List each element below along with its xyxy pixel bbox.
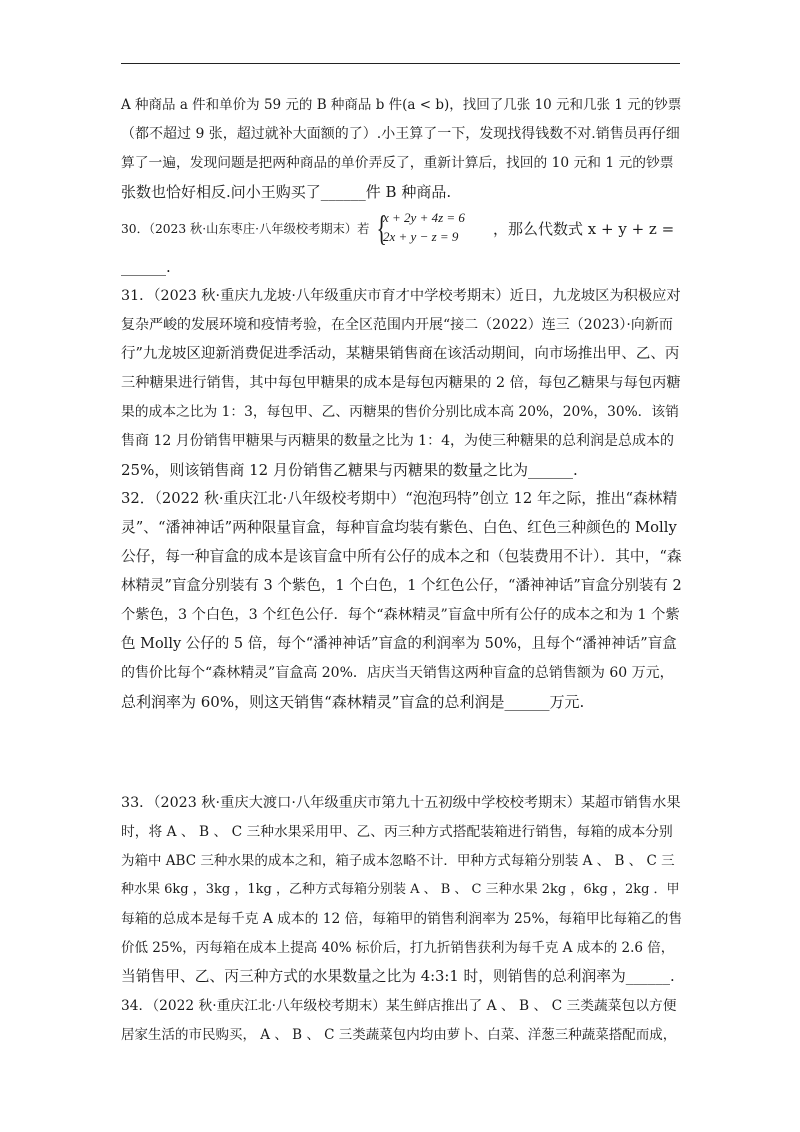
text-line: 时，将 A 、 B 、 C 三种水果采用甲、乙、丙三种方式搭配装箱进行销售，每箱的成本分别: [121, 824, 673, 840]
text-line: 总利润率为 60%，则这天销售“森林精灵”盲盒的总利润是______万元.: [121, 693, 585, 711]
equation-2: 2x + y − z = 9: [383, 229, 459, 244]
text-line: 算了一遍，发现问题是把两种商品的单价弄反了，重新计算后，找回的 10 元和 1 元的钞票: [121, 155, 674, 171]
text-line: 林精灵”盲盒分别装有 3 个紫色，1 个白色，1 个红色公仔，“潘神神话”盲盒分别装有 2: [121, 578, 682, 594]
text-line: 种水果 6kg ，3kg ，1kg ，乙种方式每箱分别装 A 、 B 、 C 三种水果 2kg ，6kg ，2kg ．甲: [121, 882, 680, 897]
text-line: 的售价比每个“森林精灵”盲盒高 20%．店庆当天销售这两种盲盒的总销售额为 60 万元，: [121, 665, 674, 681]
equation-1: x + 2y + 4z = 6: [383, 210, 465, 225]
answer-blank: ______.: [121, 258, 171, 276]
text-line: 31．（2023 秋·重庆九龙坡·八年级重庆市育才中学校考期末）近日，九龙坡区为积极应对: [121, 288, 681, 304]
text-line: 33．（2023 秋·重庆大渡口·八年级重庆市第九十五初级中学校校考期末）某超市销售水果: [121, 795, 681, 811]
text-line: 居家生活的市民购买， A 、 B 、 C 三类蔬菜包内均由萝卜、白菜、洋葱三种蔬菜搭配而成，: [121, 1027, 677, 1043]
text-line: 三种糖果进行销售，其中每包甲糖果的成本是每包丙糖果的 2 倍，每包乙糖果与每包丙糖: [121, 375, 681, 391]
text-line: 每箱的总成本是每千克 A 成本的 12 倍，每箱甲的销售利润率为 25%，每箱甲比每箱乙的售: [121, 911, 683, 927]
text-line: 价低 25%，丙每箱在成本上提高 40% 标价后，打九折销售获利为每千克 A 成本的 2.6 倍，: [121, 940, 675, 956]
text-line: 售商 12 月份销售甲糖果与丙糖果的数量之比为 1：4，为使三种糖果的总利润是总成本的: [121, 433, 674, 449]
text-line: 灵”、“潘神神话”两种限量盲盒，每种盲盒均装有紫色、白色、红色三种颜色的 Molly: [121, 519, 677, 536]
text-line: A 种商品 a 件和单价为 59 元的 B 种商品 b 件(a < b)，找回了几张 10 元和几张 1 元的钞票: [121, 97, 682, 113]
question-30-stem: 30．（2023 秋·山东枣庄·八年级校考期末）若: [121, 222, 370, 236]
equation-brace: {: [376, 208, 387, 248]
text-line: 张数也恰好相反.问小王购买了______件 B 种商品.: [121, 183, 452, 201]
text-line: 色 Molly 公仔的 5 倍，每个“潘神神话”盲盒的利润率为 50%，且每个“潘神神话”盲盒: [121, 636, 677, 652]
text-line: 当销售甲、乙、丙三种方式的水果数量之比为 4:3:1 时，则销售的总利润率为______.: [121, 968, 675, 985]
text-line: 果的成本之比为 1：3，每包甲、乙、丙糖果的售价分别比成本高 20%，20%，30%．该销: [121, 404, 679, 420]
text-line: （都不超过 9 张，超过就补大面额的了）.小王算了一下，发现找得钱数不对.销售员再仔细: [121, 126, 680, 142]
text-line: 个紫色，3 个白色，3 个红色公仔．每个“森林精灵”盲盒中所有公仔的成本之和为 1 个紫: [121, 607, 680, 623]
text-line: 25%，则该销售商 12 月份销售乙糖果与丙糖果的数量之比为______.: [121, 461, 578, 479]
text-line: 行”九龙坡区迎新消费促进季活动，某糖果销售商在该活动期间，向市场推出甲、乙、丙: [121, 346, 680, 362]
text-line: 32．（2022 秋·重庆江北·八年级校考期中）“泡泡玛特”创立 12 年之际，推出“森林精: [121, 490, 678, 507]
text-line: 34．（2022 秋·重庆江北·八年级校考期末）某生鲜店推出了 A 、 B 、 C 三类蔬菜包以方便: [121, 998, 677, 1014]
text-line: 复杂严峻的发展环境和疫情考验，在全区范围内开展“接二（2022）连三（2023）·向新而: [121, 317, 673, 333]
header-rule: [121, 63, 680, 64]
text-line: 为箱中 ABC 三种水果的成本之和，箱子成本忽略不计．甲种方式每箱分别装 A 、 B 、 C 三: [121, 853, 675, 869]
question-30-tail: ，那么代数式 x + y + z =: [493, 220, 675, 238]
text-line: 公仔，每一种盲盒的成本是该盲盒中所有公仔的成本之和（包装费用不计）．其中，“森: [121, 548, 682, 565]
